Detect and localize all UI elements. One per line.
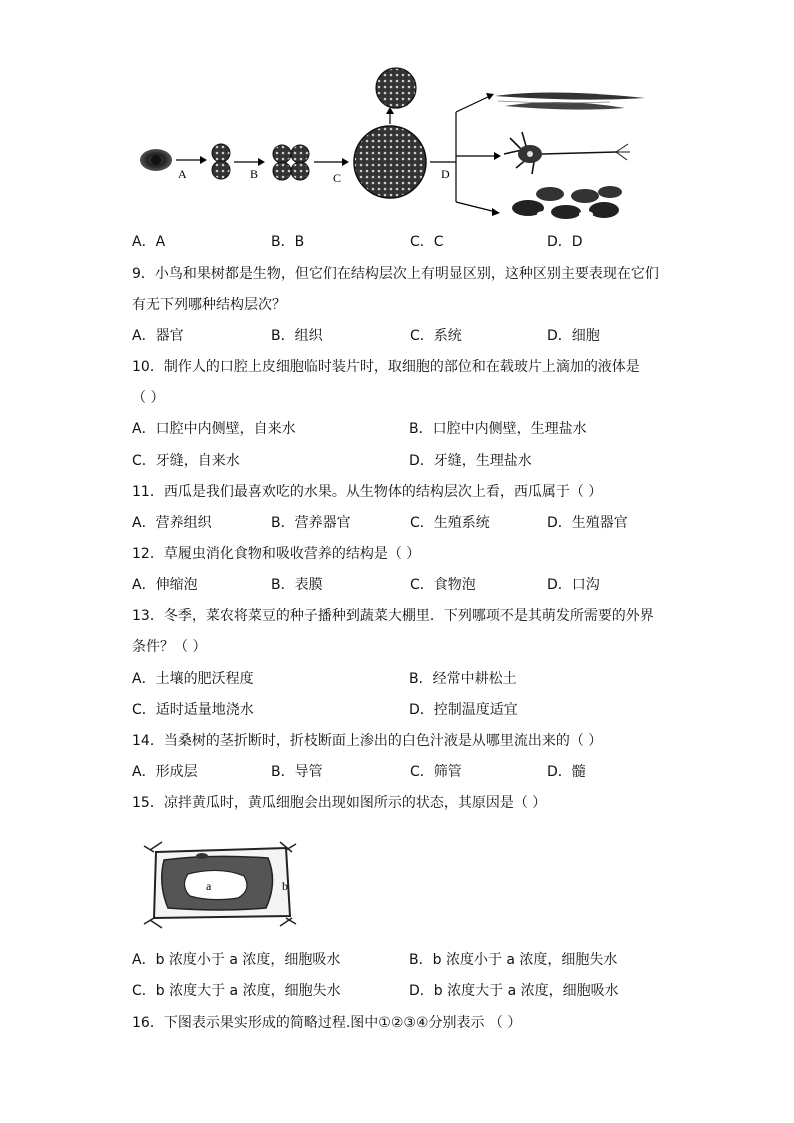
option-d[interactable]: D．牙缝，生理盐水	[409, 453, 532, 469]
q14-stem: 14．当桑树的茎折断时，折枝断面上渗出的白色汁液是从哪里流出来的（ ）	[132, 733, 603, 749]
q9-stem-line1: 9．小鸟和果树都是生物，但它们在结构层次上有明显区别，这种区别主要表现在它们	[132, 266, 659, 282]
option-b[interactable]: B．表膜	[271, 577, 323, 593]
neuron	[504, 132, 630, 174]
arrow-label-c: C	[333, 171, 342, 185]
option-b[interactable]: B．b 浓度小于 a 浓度，细胞失水	[409, 952, 618, 968]
option-a[interactable]: A．器官	[132, 328, 184, 344]
option-b[interactable]: B．导管	[271, 764, 323, 780]
q15-stem: 15．凉拌黄瓜时，黄瓜细胞会出现如图所示的状态，其原因是（ ）	[132, 795, 547, 811]
muscle-cells	[495, 92, 645, 109]
cell-division-figure	[130, 66, 650, 226]
option-c[interactable]: C．C	[410, 234, 444, 250]
cell-mass	[354, 126, 426, 198]
arrow-label-b: B	[250, 167, 259, 181]
option-a[interactable]: A．土壤的肥沃程度	[132, 671, 254, 687]
q13-options-row1	[132, 669, 752, 689]
option-c[interactable]: C．筛管	[410, 764, 462, 780]
q14-options	[132, 762, 752, 782]
option-d[interactable]: D．口沟	[547, 577, 600, 593]
plasmolysis-cell-figure	[140, 832, 300, 932]
q12-options	[132, 575, 752, 595]
q8-options	[132, 232, 752, 252]
q13-stem-line1: 13．冬季，菜农将菜豆的种子播种到蔬菜大棚里．下列哪项不是其萌发所需要的外界	[132, 608, 654, 624]
arrow-b	[234, 158, 265, 181]
option-d[interactable]: D．生殖器官	[547, 515, 628, 531]
q13-stem-line2: 条件？（ ）	[132, 639, 207, 655]
label-b: b	[282, 879, 288, 893]
option-b[interactable]: B．营养器官	[271, 515, 351, 531]
option-a[interactable]: A．b 浓度小于 a 浓度，细胞吸水	[132, 952, 341, 968]
two-cells	[212, 144, 230, 179]
option-b[interactable]: B．组织	[271, 328, 323, 344]
option-a[interactable]: A．口腔中内侧壁，自来水	[132, 421, 296, 437]
q16-stem: 16．下图表示果实形成的简略过程.图中①②③④分别表示 （ ）	[132, 1015, 522, 1031]
q15-options-row1	[132, 950, 752, 970]
option-a[interactable]: A．A	[132, 234, 166, 250]
shrunk-protoplast	[162, 853, 273, 910]
option-b[interactable]: B．经常中耕松土	[409, 671, 517, 687]
q9-options	[132, 326, 752, 346]
option-d[interactable]: D．b 浓度大于 a 浓度，细胞吸水	[409, 983, 619, 999]
arrow-label-a: A	[178, 167, 187, 181]
q10-options-row1	[132, 419, 752, 439]
arrow-up	[386, 107, 394, 124]
label-a: a	[206, 879, 212, 893]
q9-stem-line2: 有无下列哪种结构层次？	[132, 297, 286, 313]
option-c[interactable]: C．适时适量地浇水	[132, 702, 254, 718]
option-d[interactable]: D．D	[547, 234, 583, 250]
q10-options-row2	[132, 451, 752, 471]
arrow-c	[314, 158, 349, 185]
option-a[interactable]: A．形成层	[132, 764, 198, 780]
four-cells	[273, 145, 309, 180]
q12-stem: 12．草履虫消化食物和吸收营养的结构是（ ）	[132, 546, 421, 562]
option-c[interactable]: C．食物泡	[410, 577, 476, 593]
option-b[interactable]: B．口腔中内侧壁，生理盐水	[409, 421, 587, 437]
q10-stem-line2: （ ）	[132, 390, 165, 406]
option-c[interactable]: C．b 浓度大于 a 浓度，细胞失水	[132, 983, 341, 999]
q10-stem-line1: 10．制作人的口腔上皮细胞临时装片时，取细胞的部位和在载玻片上滴加的液体是	[132, 359, 640, 375]
option-d[interactable]: D．控制温度适宜	[409, 702, 518, 718]
option-a[interactable]: A．伸缩泡	[132, 577, 198, 593]
q11-stem: 11．西瓜是我们最喜欢吃的水果。从生物体的结构层次上看，西瓜属于（ ）	[132, 484, 603, 500]
arrow-label-d: D	[441, 167, 450, 181]
option-d[interactable]: D．细胞	[547, 328, 600, 344]
option-b[interactable]: B．B	[271, 234, 305, 250]
tissue-cells	[512, 186, 622, 219]
option-a[interactable]: A．营养组织	[132, 515, 212, 531]
cell-mass-top	[376, 68, 416, 108]
option-c[interactable]: C．生殖系统	[410, 515, 490, 531]
option-c[interactable]: C．牙缝，自来水	[132, 453, 240, 469]
option-c[interactable]: C．系统	[410, 328, 462, 344]
q13-options-row2	[132, 700, 752, 720]
option-d[interactable]: D．髓	[547, 764, 586, 780]
single-cell	[140, 149, 172, 171]
arrow-a	[176, 156, 207, 181]
q11-options	[132, 513, 752, 533]
q15-options-row2	[132, 981, 752, 1001]
arrow-d-branches	[430, 93, 501, 216]
